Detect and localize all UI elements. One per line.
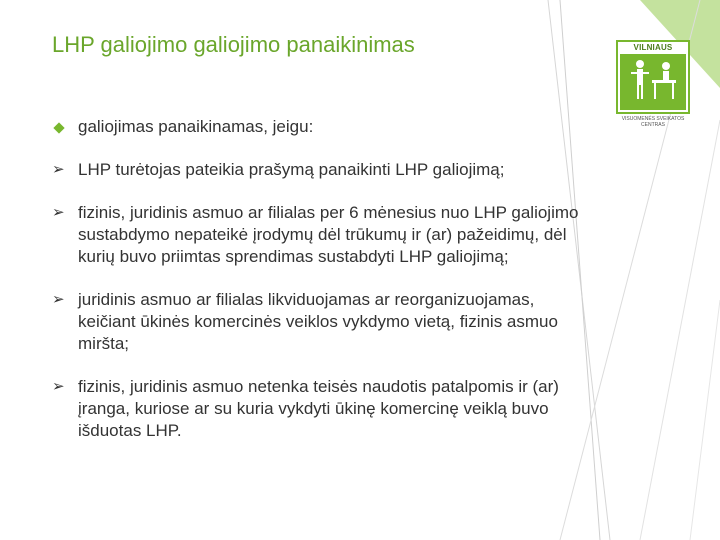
logo-top-text: VILNIAUS (633, 43, 673, 52)
list-item (52, 289, 592, 355)
list-item (52, 376, 592, 442)
diamond-bullet-icon (52, 116, 72, 138)
list-item (52, 159, 592, 181)
bullet-list (52, 116, 592, 442)
list-item-text: fizinis, juridinis asmuo ar filialas per 6 mėnesius nuo LHP galiojimo sustabdymo nepateikė įrodymų dėl trūkumų ir (ar) pažeidimų, dėl kurių buvo priimtas sprendimas sustabdyti LHP galiojimą; (78, 203, 579, 266)
deco-line (690, 300, 720, 540)
deco-line (640, 120, 720, 540)
slide-title: LHP galiojimo galiojimo panaikinimas (52, 32, 415, 57)
arrow-bullet-icon: ➢ (52, 161, 65, 178)
logo-bottom-text: VISUOMENĖS SVEIKATOS CENTRAS (621, 116, 685, 128)
list-item-text: fizinis, juridinis asmuo netenka teisės naudotis patalpomis ir (ar) įranga, kuriose ar su kuria vykdyti ūkinę komercinę veiklą buvo išduotas LHP. (78, 377, 559, 440)
list-item (52, 202, 592, 268)
arrow-bullet-icon: ➢ (52, 291, 65, 308)
logo (616, 40, 690, 128)
list-item-text: juridinis asmuo ar filialas likviduojamas ar reorganizuojamas, keičiant ūkinės komercinės veiklos vykdymo vietą, fizinis asmuo miršta; (78, 290, 558, 353)
arrow-bullet-icon: ➢ (52, 204, 65, 221)
list-item-text: LHP turėtojas pateikia prašymą panaikinti LHP galiojimą; (78, 160, 505, 179)
list-item (52, 116, 592, 138)
arrow-bullet-icon: ➢ (52, 378, 65, 395)
list-item-text: galiojimas panaikinamas, jeigu: (78, 117, 314, 136)
